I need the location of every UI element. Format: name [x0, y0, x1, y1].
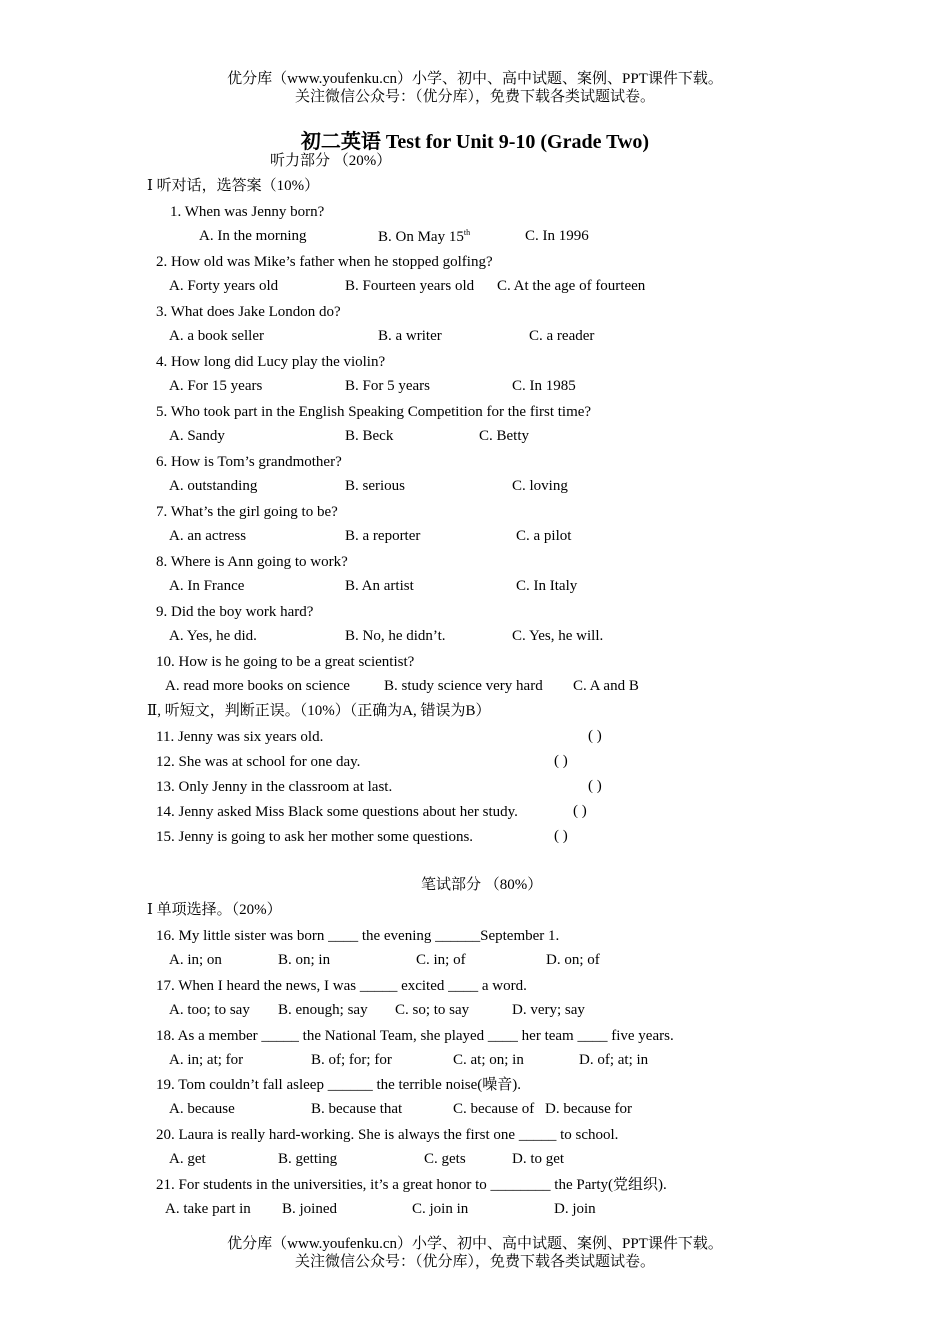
- statement-14: 14. Jenny asked Miss Black some questions about her study.: [156, 804, 518, 820]
- q3-option-c: C. a reader: [529, 328, 595, 344]
- q16-option-c: C. in; of: [416, 952, 466, 968]
- footer-line-2: 关注微信公众号：（优分库），免费下载各类试题试卷。: [294, 1254, 655, 1270]
- q7-option-b: B. a reporter: [345, 528, 421, 544]
- footer-line-1: 优分库（www.youfenku.cn）小学、初中、高中试题、案例、PPT课件下载。: [227, 1236, 723, 1252]
- answer-blank-15: ( ): [554, 828, 568, 844]
- statement-15: 15. Jenny is going to ask her mother some questions.: [156, 829, 474, 845]
- q5-option-a: A. Sandy: [169, 428, 225, 444]
- q17-option-d: D. very; say: [512, 1002, 585, 1018]
- q17-option-a: A. too; to say: [169, 1002, 250, 1018]
- q1-option-b-text: B. On May 15: [378, 229, 464, 245]
- answer-blank-11: ( ): [588, 728, 602, 744]
- q16-option-b: B. on; in: [278, 952, 331, 968]
- header-line-2: 关注微信公众号：（优分库），免费下载各类试题试卷。: [294, 89, 655, 105]
- q10-option-b: B. study science very hard: [384, 678, 543, 694]
- listening-section-label: 听力部分 （20%）: [270, 153, 392, 169]
- q9-option-b: B. No, he didn’t.: [345, 628, 446, 644]
- answer-blank-12: ( ): [554, 753, 568, 769]
- q17-option-b: B. enough; say: [278, 1002, 368, 1018]
- q18-option-c: C. at; on; in: [453, 1052, 524, 1068]
- q8-option-b: B. An artist: [345, 578, 414, 594]
- section1-heading: Ⅰ 听对话，选答案（10%）: [147, 178, 320, 194]
- question-10: 10. How is he going to be a great scientist?: [156, 654, 415, 670]
- statement-12: 12. She was at school for one day.: [156, 754, 361, 770]
- q19-option-d: D. because for: [545, 1101, 633, 1117]
- question-20: 20. Laura is really hard-working. She is always the first one _____ to school.: [156, 1127, 619, 1143]
- q21-option-a: A. take part in: [165, 1201, 251, 1217]
- q9-option-c: C. Yes, he will.: [512, 628, 604, 644]
- q1-option-b: [378, 228, 470, 246]
- q19-option-a: A. because: [169, 1101, 235, 1117]
- q19-option-c: C. because of: [453, 1101, 535, 1117]
- q4-option-a: A. For 15 years: [169, 378, 263, 394]
- q2-option-a: A. Forty years old: [169, 278, 279, 294]
- q21-option-b: B. joined: [282, 1201, 337, 1217]
- written-section-label: 笔试部分 （80%）: [421, 877, 543, 893]
- question-1: 1. When was Jenny born?: [170, 204, 325, 220]
- q16-option-a: A. in; on: [169, 952, 222, 968]
- question-4: 4. How long did Lucy play the violin?: [156, 354, 386, 370]
- q21-option-c: C. join in: [412, 1201, 469, 1217]
- q10-option-a: A. read more books on science: [165, 678, 350, 694]
- answer-blank-13: ( ): [588, 778, 602, 794]
- question-9: 9. Did the boy work hard?: [156, 604, 314, 620]
- q4-option-b: B. For 5 years: [345, 378, 430, 394]
- page-title: 初二英语 Test for Unit 9-10 (Grade Two): [300, 131, 650, 153]
- q1-option-b-sup: th: [463, 228, 471, 237]
- question-17: 17. When I heard the news, I was _____ excited ____ a word.: [156, 978, 527, 994]
- q18-option-b: B. of; for; for: [311, 1052, 392, 1068]
- header-line-1: 优分库（www.youfenku.cn）小学、初中、高中试题、案例、PPT课件下载。: [227, 71, 723, 87]
- statement-11: 11. Jenny was six years old.: [156, 729, 324, 745]
- q18-option-a: A. in; at; for: [169, 1052, 244, 1068]
- q7-option-a: A. an actress: [169, 528, 247, 544]
- question-19: 19. Tom couldn’t fall asleep ______ the terrible noise(噪音).: [156, 1077, 521, 1093]
- question-3: 3. What does Jake London do?: [156, 304, 341, 320]
- q20-option-d: D. to get: [512, 1151, 565, 1167]
- q1-option-a: A. In the morning: [199, 228, 307, 244]
- q8-option-c: C. In Italy: [516, 578, 578, 594]
- q19-option-b: B. because that: [311, 1101, 403, 1117]
- q7-option-c: C. a pilot: [516, 528, 572, 544]
- q2-option-c: C. At the age of fourteen: [497, 278, 646, 294]
- q9-option-a: A. Yes, he did.: [169, 628, 257, 644]
- q20-option-a: A. get: [169, 1151, 206, 1167]
- statement-13: 13. Only Jenny in the classroom at last.: [156, 779, 393, 795]
- q21-option-d: D. join: [554, 1201, 596, 1217]
- q3-option-a: A. a book seller: [169, 328, 264, 344]
- question-7: 7. What’s the girl going to be?: [156, 504, 338, 520]
- q18-option-d: D. of; at; in: [579, 1052, 649, 1068]
- answer-blank-14: ( ): [573, 803, 587, 819]
- section2-heading: Ⅱ, 听短文，判断正误。（10%）（正确为A, 错误为B）: [147, 703, 491, 719]
- q2-option-b: B. Fourteen years old: [345, 278, 475, 294]
- q8-option-a: A. In France: [169, 578, 245, 594]
- question-21: 21. For students in the universities, it’s a great honor to ________ the Party(党组织).: [156, 1177, 667, 1193]
- q3-option-b: B. a writer: [378, 328, 442, 344]
- section3-heading: Ⅰ 单项选择。（20%）: [147, 902, 282, 918]
- q20-option-c: C. gets: [424, 1151, 466, 1167]
- q20-option-b: B. getting: [278, 1151, 338, 1167]
- q1-option-c: C. In 1996: [525, 228, 589, 244]
- question-16: 16. My little sister was born ____ the evening ______September 1.: [156, 928, 560, 944]
- q16-option-d: D. on; of: [546, 952, 600, 968]
- question-8: 8. Where is Ann going to work?: [156, 554, 348, 570]
- q6-option-c: C. loving: [512, 478, 568, 494]
- question-18: 18. As a member _____ the National Team, she played ____ her team ____ five years.: [156, 1028, 674, 1044]
- q6-option-a: A. outstanding: [169, 478, 258, 494]
- q5-option-c: C. Betty: [479, 428, 530, 444]
- q17-option-c: C. so; to say: [395, 1002, 470, 1018]
- question-5: 5. Who took part in the English Speaking Competition for the first time?: [156, 404, 592, 420]
- q6-option-b: B. serious: [345, 478, 405, 494]
- question-2: 2. How old was Mike’s father when he stopped golfing?: [156, 254, 493, 270]
- q5-option-b: B. Beck: [345, 428, 394, 444]
- question-6: 6. How is Tom’s grandmother?: [156, 454, 342, 470]
- q4-option-c: C. In 1985: [512, 378, 576, 394]
- q10-option-c: C. A and B: [573, 678, 639, 694]
